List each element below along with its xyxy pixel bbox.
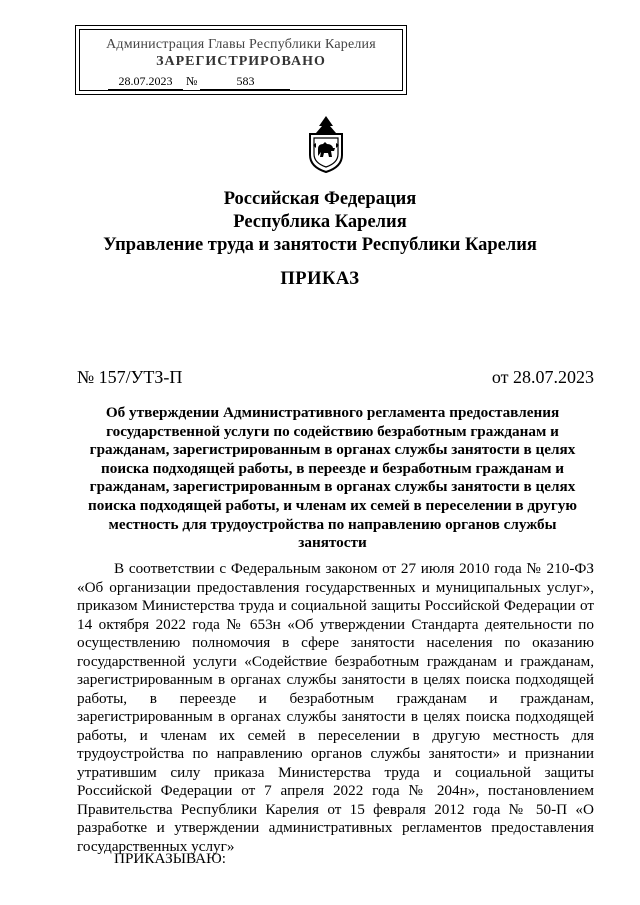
order-title: Об утверждении Административного регламента предоставления государственной услуги по содействию безработным гражданам и гражданам, зарегистрированным в органах службы занятости в целях поиска подходящей работы, в переезде и безработным гражданам и гражданам, зарегистрированным в органах службы занятости в целях поиска подходящей работы, и членам их семей в переселении в другую местность для трудоустройства по направлению органов службы занятости bbox=[87, 404, 578, 552]
decree-word: ПРИКАЗЫВАЮ: bbox=[114, 850, 226, 867]
stamp-admin-title: Администрация Главы Республики Карелия bbox=[106, 37, 376, 52]
order-number: № 157/УТЗ-П bbox=[77, 367, 183, 387]
header-department: Управление труда и занятости Республики Карелия bbox=[103, 235, 537, 255]
stamp-registration-row bbox=[80, 74, 402, 90]
header-republic: Республика Карелия bbox=[233, 212, 407, 232]
registration-stamp-inner bbox=[79, 29, 403, 91]
stamp-number-sign: № bbox=[186, 74, 198, 88]
order-date: от 28.07.2023 bbox=[491, 367, 594, 387]
order-heading: ПРИКАЗ bbox=[280, 269, 360, 289]
registration-stamp bbox=[75, 25, 407, 95]
karelia-coat-of-arms-icon bbox=[305, 115, 347, 173]
header-country: Российская Федерация bbox=[223, 189, 417, 209]
stamp-registered-label: ЗАРЕГИСТРИРОВАНО bbox=[156, 54, 326, 69]
body-paragraph: В соответствии с Федеральным законом от 27 июля 2010 года № 210-ФЗ «Об организации предоставления государственных и муниципальных услуг», приказом Министерства труда и социальной защиты Российской Федерации от 14 октября 2022 года № 653н «Об утверждении Стандарта деятельности по осуществлению полномочия в сфере занятости населения по оказанию государственной услуги «Содействие безработным гражданам и гражданам, зарегистрированным в органах службы занятости в целях поиска подходящей работы, в переезде и безработным гражданам и гражданам, зарегистрированным в органах службы занятости в целях поиска подходящей работы, и членам их семей в переселении в другую местность для трудоустройства по направлению органов службы занятости» и признании утратившим силу приказа Министерства труда и социальной защиты Российской Федерации от 7 апреля 2022 года № 204н», постановлением Правительства Республики Карелия от 15 февраля 2012 года № 50-П «О разработке и утверждении административных регламентов предоставления государственных услуг» bbox=[77, 560, 594, 855]
stamp-date: 28.07.2023 bbox=[108, 74, 183, 90]
stamp-number: 583 bbox=[200, 74, 290, 90]
